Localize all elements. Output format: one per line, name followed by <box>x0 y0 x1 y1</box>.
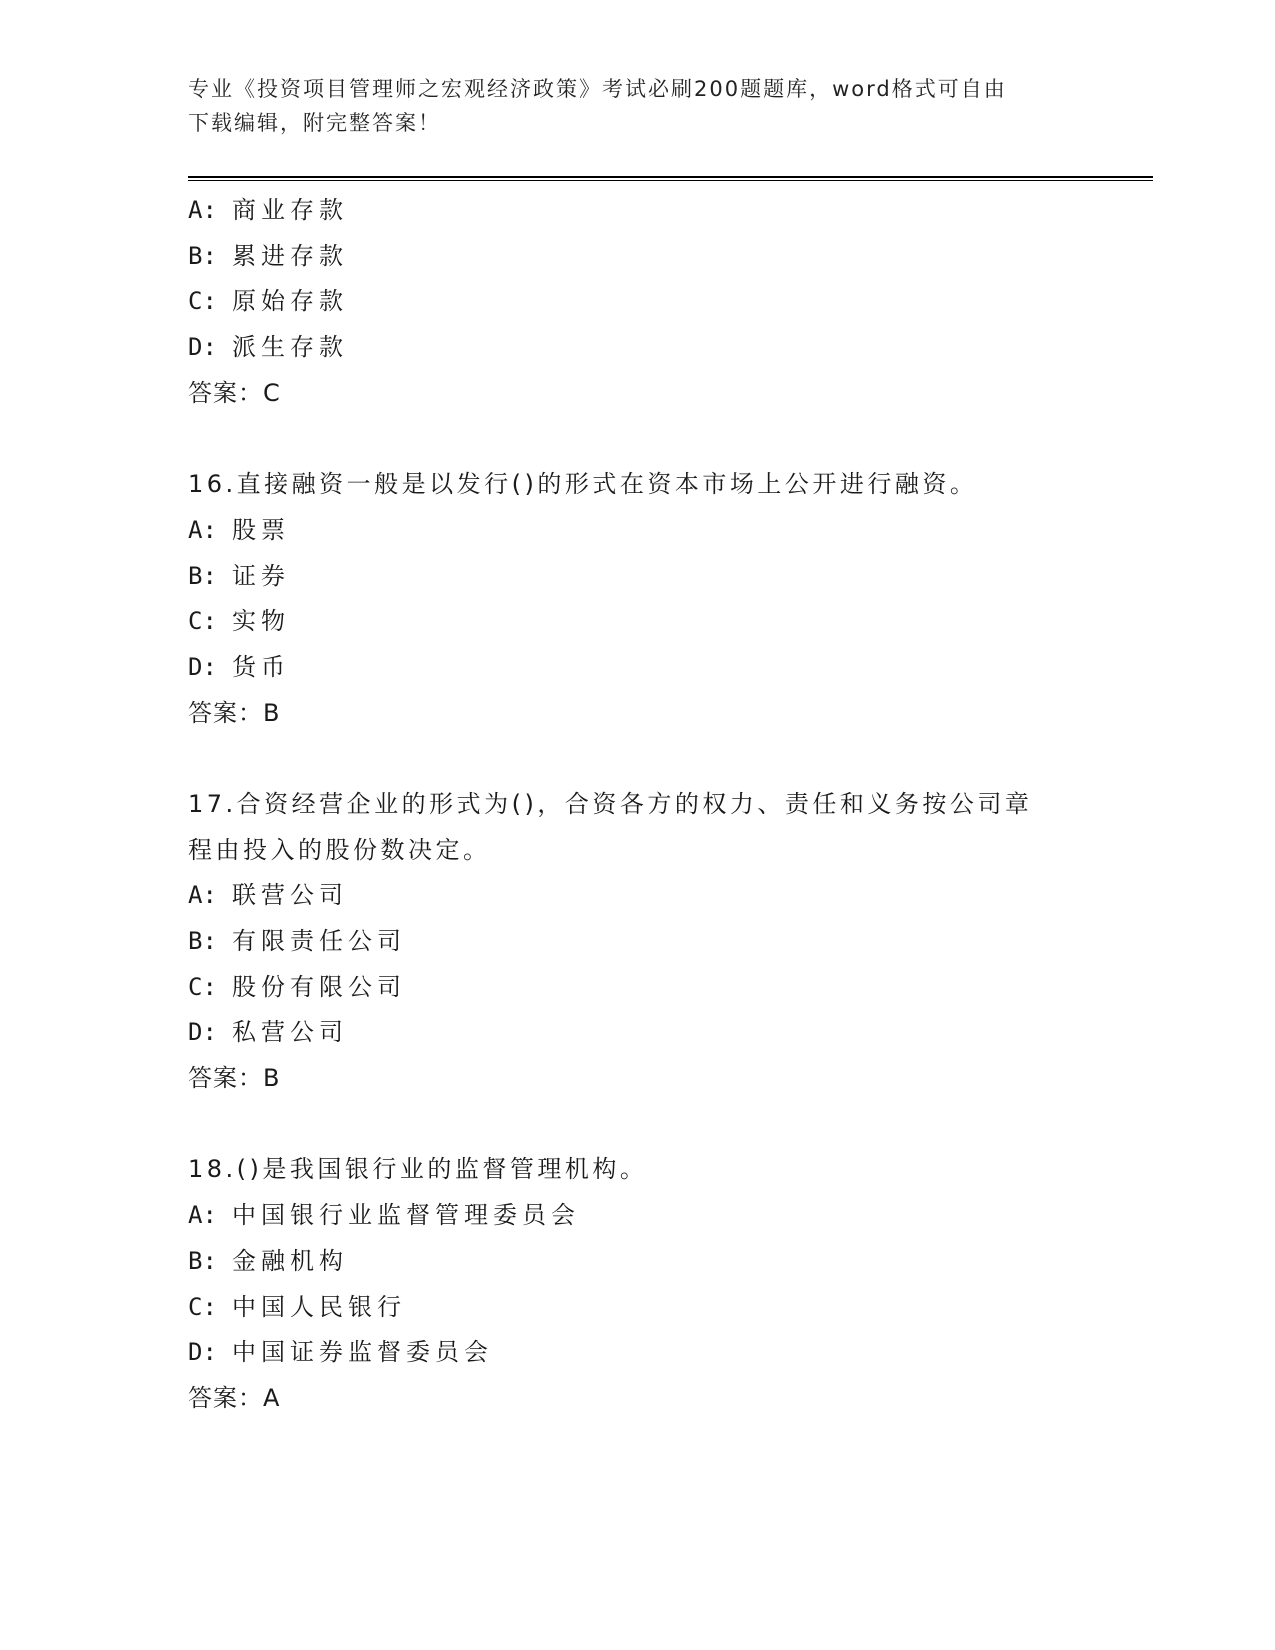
option-text: 证券 <box>232 561 290 590</box>
question-stem: 17.合资经营企业的形式为()，合资各方的权力、责任和义务按公司章 <box>188 789 1033 818</box>
option-label: B: <box>188 927 217 955</box>
option-text: 商业存款 <box>232 196 348 224</box>
question-16 <box>188 462 1153 736</box>
option-label: A: <box>188 515 217 544</box>
header-line-1: 专业《投资项目管理师之宏观经济政策》考试必刷200题题库，word格式可自由 <box>188 77 1007 101</box>
option-text: 股票 <box>232 515 290 544</box>
option-label: A: <box>188 881 217 910</box>
answer: 答案：B <box>188 698 281 727</box>
question-stem: 16.直接融资一般是以发行()的形式在资本市场上公开进行融资。 <box>188 470 978 499</box>
option-label: D: <box>188 1018 217 1047</box>
option-d <box>188 1330 1153 1376</box>
option-label: B: <box>188 241 217 270</box>
option-label: B: <box>188 1246 217 1275</box>
option-label: C: <box>188 607 217 636</box>
question-stem-continued: 程由投入的股份数决定。 <box>188 835 491 864</box>
document-header <box>188 72 1088 140</box>
header-line-2: 下载编辑，附完整答案！ <box>188 111 441 135</box>
option-label: A: <box>188 196 217 224</box>
option-text: 派生存款 <box>232 333 348 362</box>
question-17 <box>188 782 1153 1102</box>
spacer <box>188 1102 1153 1148</box>
option-text: 中国银行业监督管理委员会 <box>232 1201 580 1230</box>
option-text: 实物 <box>232 607 290 636</box>
option-label: C: <box>188 972 217 1001</box>
answer: 答案：C <box>188 378 281 407</box>
option-a <box>188 188 1153 234</box>
option-text: 金融机构 <box>232 1246 348 1275</box>
option-text: 货币 <box>232 652 290 681</box>
spacer <box>188 736 1153 782</box>
option-a <box>188 508 1153 554</box>
option-c <box>188 599 1153 645</box>
option-b <box>188 1239 1153 1285</box>
option-b <box>188 234 1153 280</box>
header-divider <box>188 176 1153 181</box>
option-b <box>188 919 1153 965</box>
option-label: A: <box>188 1201 217 1230</box>
option-text: 股份有限公司 <box>232 972 406 1001</box>
option-c <box>188 279 1153 325</box>
option-c <box>188 965 1153 1011</box>
option-text: 私营公司 <box>232 1018 348 1047</box>
option-text: 原始存款 <box>232 287 348 316</box>
option-text: 中国证券监督委员会 <box>232 1338 493 1367</box>
answer: 答案：A <box>188 1383 281 1412</box>
option-d <box>188 1010 1153 1056</box>
option-label: B: <box>188 561 217 590</box>
question-list <box>188 188 1153 1422</box>
option-a <box>188 1193 1153 1239</box>
option-text: 累进存款 <box>232 241 348 270</box>
question-18 <box>188 1147 1153 1421</box>
option-c <box>188 1285 1153 1331</box>
option-a <box>188 873 1153 919</box>
option-label: D: <box>188 333 217 362</box>
option-text: 中国人民银行 <box>232 1292 406 1321</box>
option-text: 联营公司 <box>232 881 348 910</box>
option-text: 有限责任公司 <box>232 927 406 955</box>
option-d <box>188 645 1153 691</box>
option-label: C: <box>188 1292 217 1321</box>
question-15 <box>188 188 1153 416</box>
option-label: D: <box>188 1338 217 1367</box>
option-d <box>188 325 1153 371</box>
answer: 答案：B <box>188 1064 281 1093</box>
question-stem: 18.()是我国银行业的监督管理机构。 <box>188 1155 648 1184</box>
option-label: C: <box>188 287 217 316</box>
option-label: D: <box>188 652 217 681</box>
option-b <box>188 554 1153 600</box>
spacer <box>188 416 1153 462</box>
